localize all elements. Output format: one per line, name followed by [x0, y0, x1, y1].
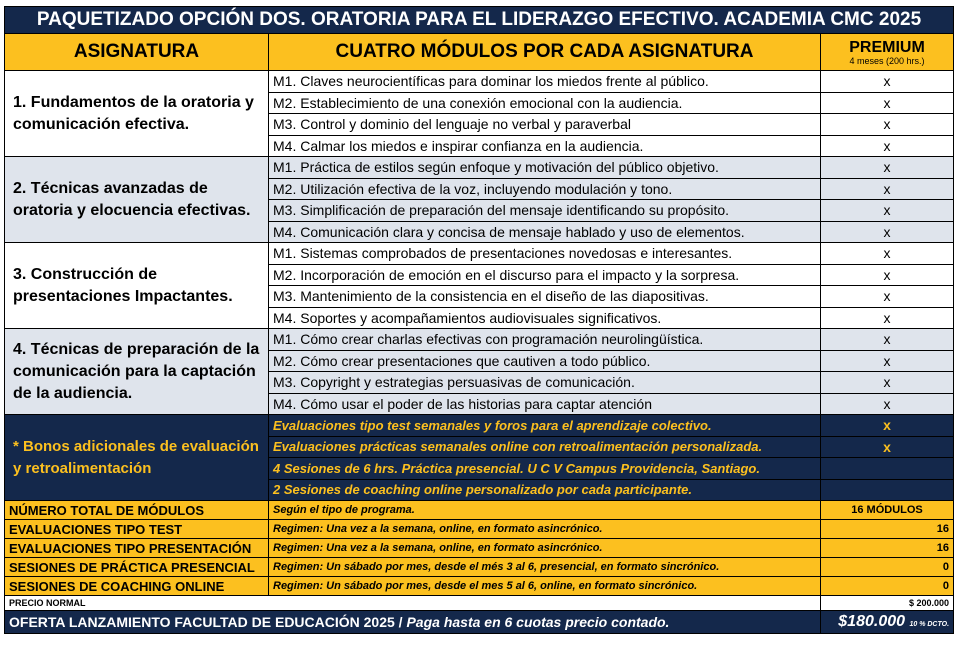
summary-label: SESIONES DE COACHING ONLINE: [5, 577, 269, 596]
premium-check-mark: x: [821, 178, 954, 200]
premium-label: PREMIUM: [849, 38, 925, 56]
summary-value: 0: [821, 558, 954, 577]
offer-discount: 10 % DCTO.: [909, 621, 950, 628]
subject-name: 2. Técnicas avanzadas de oratoria y elocuencia efectivas.: [5, 157, 269, 243]
premium-check-mark: x: [821, 243, 954, 265]
module-name: M3. Simplificación de preparación del mensaje identificando su propósito.: [269, 200, 821, 222]
offer-price-value: $180.000: [838, 613, 906, 630]
premium-check-mark: x: [821, 372, 954, 394]
header-modules: CUATRO MÓDULOS POR CADA ASIGNATURA: [269, 34, 821, 71]
module-row: [5, 157, 954, 179]
module-name: M3. Mantenimiento de la consistencia en el diseño de las diapositivas.: [269, 286, 821, 308]
module-name: M1. Práctica de estilos según enfoque y motivación del público objetivo.: [269, 157, 821, 179]
premium-check-mark: x: [821, 350, 954, 372]
premium-check-mark: x: [821, 264, 954, 286]
offer-row: [5, 611, 954, 634]
bonus-check-mark: [821, 479, 954, 501]
summary-value: 16 MÓDULOS: [821, 501, 954, 520]
module-name: M3. Copyright y estrategias persuasivas de comunicación.: [269, 372, 821, 394]
summary-value: 16: [821, 520, 954, 539]
module-name: M2. Establecimiento de una conexión emocional con la audiencia.: [269, 92, 821, 114]
module-name: M2. Incorporación de emoción en el discurso para el impacto y la sorpresa.: [269, 264, 821, 286]
premium-check-mark: x: [821, 135, 954, 157]
program-table: [4, 6, 954, 634]
module-name: M2. Cómo crear presentaciones que cautiven a todo público.: [269, 350, 821, 372]
summary-value: 0: [821, 577, 954, 596]
subject-name: 3. Construcción de presentaciones Impactantes.: [5, 243, 269, 329]
summary-label: EVALUACIONES TIPO PRESENTACIÓN: [5, 539, 269, 558]
offer-price: [821, 611, 954, 634]
summary-regimen: Regimen: Una vez a la semana, online, en formato asincrónico.: [269, 520, 821, 539]
bonus-check-mark: [821, 458, 954, 480]
premium-check-mark: x: [821, 200, 954, 222]
normal-price-row: [5, 596, 954, 611]
offer-label: [5, 611, 821, 634]
premium-check-mark: x: [821, 286, 954, 308]
premium-check-mark: x: [821, 221, 954, 243]
module-name: M1. Claves neurocientíficas para dominar los miedos frente al público.: [269, 71, 821, 93]
summary-row: [5, 520, 954, 539]
bonus-item: Evaluaciones prácticas semanales online con retroalimentación personalizada.: [269, 436, 821, 458]
module-name: M4. Comunicación clara y concisa de mensaje hablado y uso de elementos.: [269, 221, 821, 243]
header-row: [5, 34, 954, 71]
bonus-item: Evaluaciones tipo test semanales y foros para el aprendizaje colectivo.: [269, 415, 821, 437]
summary-row: [5, 539, 954, 558]
premium-check-mark: x: [821, 307, 954, 329]
bonus-title: * Bonos adicionales de evaluación y retroalimentación: [5, 415, 269, 501]
normal-price-value: $ 200.000: [821, 596, 954, 611]
premium-check-mark: x: [821, 92, 954, 114]
normal-price-label: PRECIO NORMAL: [5, 596, 821, 611]
summary-regimen: Regimen: Un sábado por mes, desde el més 3 al 6, presencial, en formato sincrónico.: [269, 558, 821, 577]
subject-name: 1. Fundamentos de la oratoria y comunicación efectiva.: [5, 71, 269, 157]
summary-regimen: Regimen: Una vez a la semana, online, en formato asincrónico.: [269, 539, 821, 558]
premium-duration: 4 meses (200 hrs.): [849, 55, 925, 66]
summary-row: [5, 577, 954, 596]
summary-label: SESIONES DE PRÁCTICA PRESENCIAL: [5, 558, 269, 577]
module-row: [5, 243, 954, 265]
module-name: M4. Calmar los miedos e inspirar confianza en la audiencia.: [269, 135, 821, 157]
bonus-check-mark: x: [821, 436, 954, 458]
module-name: M4. Soportes y acompañamientos audiovisuales significativos.: [269, 307, 821, 329]
premium-check-mark: x: [821, 114, 954, 136]
offer-installments: Paga hasta en 6 cuotas precio contado.: [406, 614, 670, 630]
summary-row: [5, 558, 954, 577]
module-name: M4. Cómo usar el poder de las historias para captar atención: [269, 393, 821, 415]
bonus-item: 4 Sesiones de 6 hrs. Práctica presencial. U C V Campus Providencia, Santiago.: [269, 458, 821, 480]
summary-row: [5, 501, 954, 520]
module-name: M1. Cómo crear charlas efectivas con programación neurolingüística.: [269, 329, 821, 351]
summary-label: NÚMERO TOTAL DE MÓDULOS: [5, 501, 269, 520]
title-row: [5, 7, 954, 34]
bonus-check-mark: x: [821, 415, 954, 437]
module-row: [5, 71, 954, 93]
subject-name: 4. Técnicas de preparación de la comunicación para la captación de la audiencia.: [5, 329, 269, 415]
premium-check-mark: x: [821, 157, 954, 179]
module-name: M1. Sistemas comprobados de presentaciones novedosas e interesantes.: [269, 243, 821, 265]
summary-value: 16: [821, 539, 954, 558]
premium-check-mark: x: [821, 393, 954, 415]
summary-regimen: Regimen: Un sábado por mes, desde el mes 5 al 6, online, en formato sincrónico.: [269, 577, 821, 596]
summary-label: EVALUACIONES TIPO TEST: [5, 520, 269, 539]
module-name: M3. Control y dominio del lenguaje no verbal y paraverbal: [269, 114, 821, 136]
header-premium: [821, 34, 954, 71]
offer-title: OFERTA LANZAMIENTO FACULTAD DE EDUCACIÓN 2025 /: [9, 614, 407, 630]
header-subject: ASIGNATURA: [5, 34, 269, 71]
page-title: PAQUETIZADO OPCIÓN DOS. ORATORIA PARA EL LIDERAZGO EFECTIVO. ACADEMIA CMC 2025: [5, 7, 954, 34]
bonus-row: [5, 415, 954, 437]
module-name: M2. Utilización efectiva de la voz, incluyendo modulación y tono.: [269, 178, 821, 200]
premium-check-mark: x: [821, 71, 954, 93]
bonus-item: 2 Sesiones de coaching online personalizado por cada participante.: [269, 479, 821, 501]
premium-check-mark: x: [821, 329, 954, 351]
module-row: [5, 329, 954, 351]
summary-regimen: Según el tipo de programa.: [269, 501, 821, 520]
